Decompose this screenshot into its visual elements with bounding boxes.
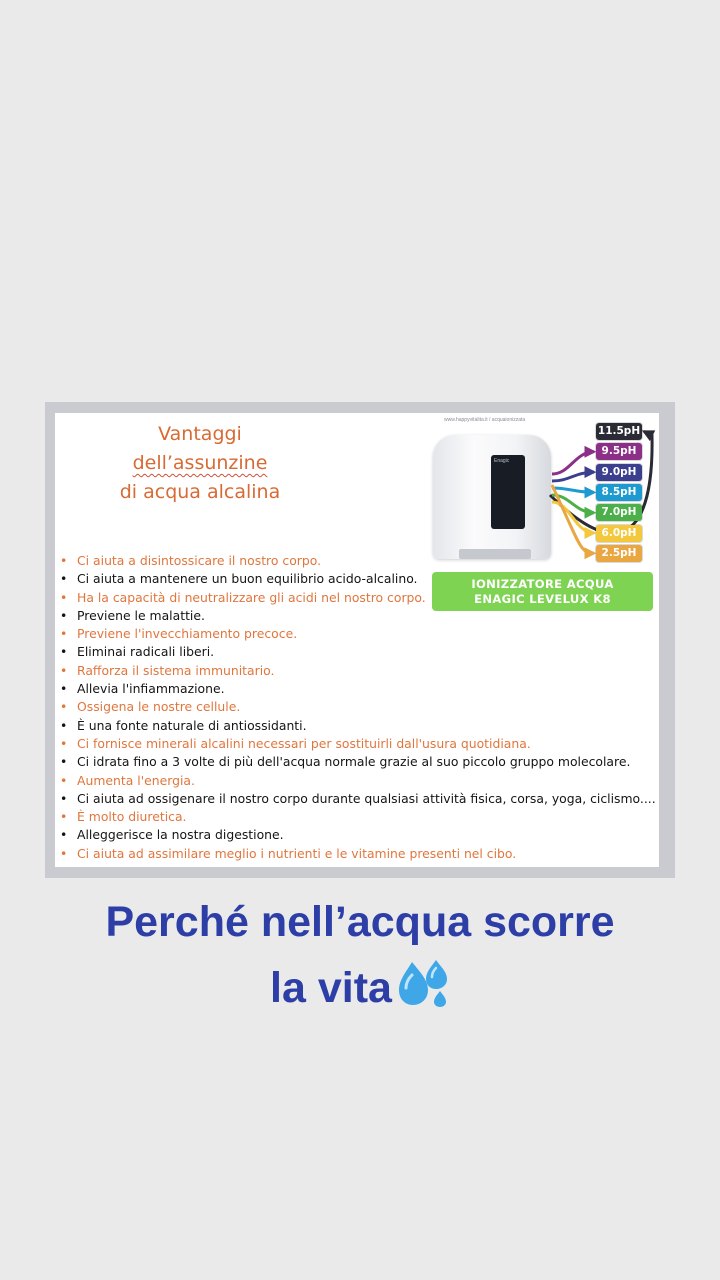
product-banner-line-1: IONIZZATORE ACQUA xyxy=(471,577,614,591)
caption-line-2: la vita xyxy=(270,964,392,1012)
benefit-item xyxy=(60,552,656,570)
benefit-item xyxy=(60,570,656,588)
bullet-icon: • xyxy=(60,699,68,715)
sweat-droplets-icon xyxy=(398,958,450,1008)
benefit-text: Rafforza il sistema immunitario. xyxy=(77,662,275,678)
benefit-text: Previene le malattie. xyxy=(77,607,205,623)
slide-title-line-3: di acqua alcalina xyxy=(119,481,281,503)
ph-level-chip xyxy=(596,443,642,460)
bullet-icon: • xyxy=(60,827,68,843)
bullet-icon: • xyxy=(60,717,68,733)
benefit-item xyxy=(60,845,656,863)
benefit-text: Ci aiuta ad assimilare meglio i nutrienti e le vitamine presenti nel cibo. xyxy=(77,845,517,861)
benefit-item xyxy=(60,826,656,844)
benefit-item xyxy=(60,790,656,808)
post-caption xyxy=(0,889,720,1021)
ph-level-chip xyxy=(596,423,642,440)
source-url: www.happyvitalita.it / acquaionizzata xyxy=(444,417,526,423)
benefit-text: È una fonte naturale di antiossidanti. xyxy=(77,717,307,733)
benefit-item xyxy=(60,589,656,607)
benefit-item xyxy=(60,625,656,643)
bullet-icon: • xyxy=(60,626,68,642)
slide-title xyxy=(95,420,305,507)
benefit-item xyxy=(60,753,656,771)
ph-level-label: 11.5pH xyxy=(597,425,641,437)
benefit-item xyxy=(60,662,656,680)
benefit-item xyxy=(60,680,656,698)
bullet-icon: • xyxy=(60,607,68,623)
infographic-slide xyxy=(55,413,659,867)
bullet-icon: • xyxy=(60,845,68,861)
benefit-item xyxy=(60,643,656,661)
bullet-icon: • xyxy=(60,571,68,587)
bullet-icon: • xyxy=(60,553,68,568)
benefit-item xyxy=(60,808,656,826)
benefit-item xyxy=(60,698,656,716)
benefit-item xyxy=(60,772,656,790)
ionizer-display-label: Enagic xyxy=(494,458,510,464)
benefit-text: Previene l'invecchiamento precoce. xyxy=(77,626,298,642)
ph-level-label: 9.0pH xyxy=(601,465,637,478)
bullet-icon: • xyxy=(60,790,68,806)
ph-level-label: 8.5pH xyxy=(601,485,637,498)
bullet-icon: • xyxy=(60,809,68,825)
benefit-text: Ci idrata fino a 3 volte di più dell'acqua normale grazie al suo piccolo gruppo molecolare. xyxy=(77,754,631,770)
post-image-frame xyxy=(45,402,675,878)
benefit-text: Alleggerisce la nostra digestione. xyxy=(77,827,284,843)
bullet-icon: • xyxy=(60,681,68,697)
caption-line-1: Perché nell’acqua scorre xyxy=(105,898,615,946)
benefit-item xyxy=(60,607,656,625)
ph-level-chip xyxy=(596,464,642,481)
benefit-text: Eliminai radicali liberi. xyxy=(77,644,215,660)
ph-level-label: 6.0pH xyxy=(601,526,637,539)
benefit-item xyxy=(60,735,656,753)
bullet-icon: • xyxy=(60,754,68,770)
slide-title-line-2: dell’assunzine xyxy=(132,452,268,474)
benefit-text: È molto diuretica. xyxy=(77,809,187,825)
benefit-item xyxy=(60,717,656,735)
ph-level-label: 7.0pH xyxy=(601,506,637,519)
ph-level-chip xyxy=(596,504,642,521)
bullet-icon: • xyxy=(60,772,68,788)
ph-level-label: 9.5pH xyxy=(601,445,637,458)
ph-level-label: 2.5pH xyxy=(601,546,637,559)
bullet-icon: • xyxy=(60,735,68,751)
ph-level-chip xyxy=(596,525,642,542)
benefit-text: Ci aiuta ad ossigenare il nostro corpo durante qualsiasi attività fisica, corsa, yoga, ciclismo.... xyxy=(77,790,656,806)
bullet-icon: • xyxy=(60,644,68,660)
product-banner-line-2: ENAGIC LEVELUX K8 xyxy=(474,592,611,606)
benefit-text: Ha la capacità di neutralizzare gli acidi nel nostro corpo. xyxy=(77,589,426,605)
bullet-icon: • xyxy=(60,589,68,605)
ph-level-chip xyxy=(596,484,642,501)
benefit-text: Allevia l'infiammazione. xyxy=(77,681,225,697)
benefits-list xyxy=(60,552,656,863)
ph-arrow xyxy=(552,488,594,492)
bullet-icon: • xyxy=(60,662,68,678)
benefit-text: Aumenta l'energia. xyxy=(77,772,195,788)
benefit-text: Ci fornisce minerali alcalini necessari per sostituirli dall'usura quotidiana. xyxy=(77,735,531,751)
ph-arrow xyxy=(552,452,594,474)
benefit-text: Ci aiuta a disintossicare il nostro corpo. xyxy=(77,553,322,568)
benefit-text: Ossigena le nostre cellule. xyxy=(77,699,241,715)
benefit-text: Ci aiuta a mantenere un buon equilibrio acido-alcalino. xyxy=(77,571,418,587)
slide-title-line-1: Vantaggi xyxy=(158,423,242,445)
